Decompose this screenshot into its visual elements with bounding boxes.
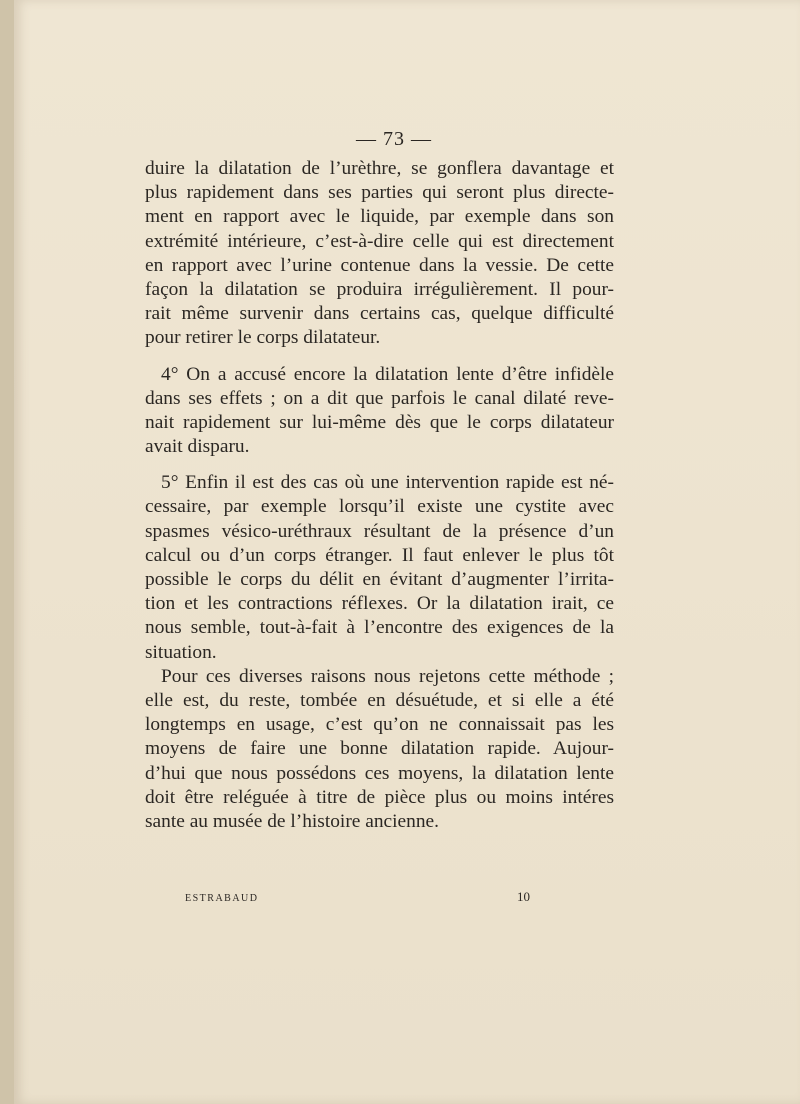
text-line: sante au musée de l’histoire ancienne. [145, 810, 439, 832]
text-line: 5° Enfin il est des cas où une intervention rapide est né- [161, 472, 614, 494]
text-line: nous semble, tout-à-fait à l’encontre des exigences de la [145, 617, 614, 639]
text-line: longtemps en usage, c’est qu’on ne connaissait pas les [145, 714, 614, 736]
text-line: tion et les contractions réflexes. Or la dilatation irait, ce [145, 593, 614, 615]
text-line: nait rapidement sur lui-même dès que le corps dilatateur [145, 411, 614, 433]
text-line: rait même survenir dans certains cas, quelque difficulté [145, 303, 614, 325]
text-line: cessaire, par exemple lorsqu’il existe une cystite avec [145, 496, 614, 518]
text-line: dans ses effets ; on a dit que parfois le canal dilaté reve- [145, 387, 614, 409]
scan-edge [0, 0, 14, 1104]
printer-signature: ESTRABAUD [185, 893, 259, 904]
text-line: ment en rapport avec le liquide, par exemple dans son [145, 206, 614, 228]
text-line: duire la dilatation de l’urèthre, se gonflera davantage et [145, 158, 614, 179]
paragraph-1 [145, 157, 614, 351]
text-line: calcul ou d’un corps étranger. Il faut enlever le plus tôt [145, 544, 614, 566]
text-line: moyens de faire une bonne dilatation rapide. Aujour- [145, 738, 614, 760]
text-line: avait disparu. [145, 436, 250, 458]
text-line: doit être reléguée à titre de pièce plus ou moins intéres [145, 786, 614, 808]
text-line: d’hui que nous possédons ces moyens, la dilatation lente [145, 762, 614, 784]
text-line: extrémité intérieure, c’est-à-dire celle qui est directement [145, 230, 614, 252]
text-line: elle est, du reste, tombée en désuétude, et si elle a été [145, 689, 614, 711]
text-line: 4° On a accusé encore la dilatation lente d’être infidèle [161, 363, 614, 385]
text-line: en rapport avec l’urine contenue dans la vessie. De cette [145, 254, 614, 276]
sheet-number: 10 [517, 889, 530, 904]
text-line: Pour ces diverses raisons nous rejetons cette méthode ; [161, 665, 614, 687]
text-line: possible le corps du délit en évitant d’augmenter l’irrita- [145, 569, 614, 590]
page-number: — 73 — [356, 128, 432, 150]
paragraph-3 [145, 471, 614, 665]
paragraph-4 [145, 665, 614, 834]
text-line: façon la dilatation se produira irrégulièrement. Il pour- [145, 278, 614, 300]
body-text [145, 157, 614, 834]
text-line: plus rapidement dans ses parties qui seront plus directe- [145, 182, 614, 204]
text-line: spasmes vésico-uréthraux résultant de la présence d’un [145, 520, 614, 542]
text-line: situation. [145, 641, 217, 663]
text-line: pour retirer le corps dilatateur. [145, 327, 381, 349]
paragraph-2 [145, 363, 614, 460]
